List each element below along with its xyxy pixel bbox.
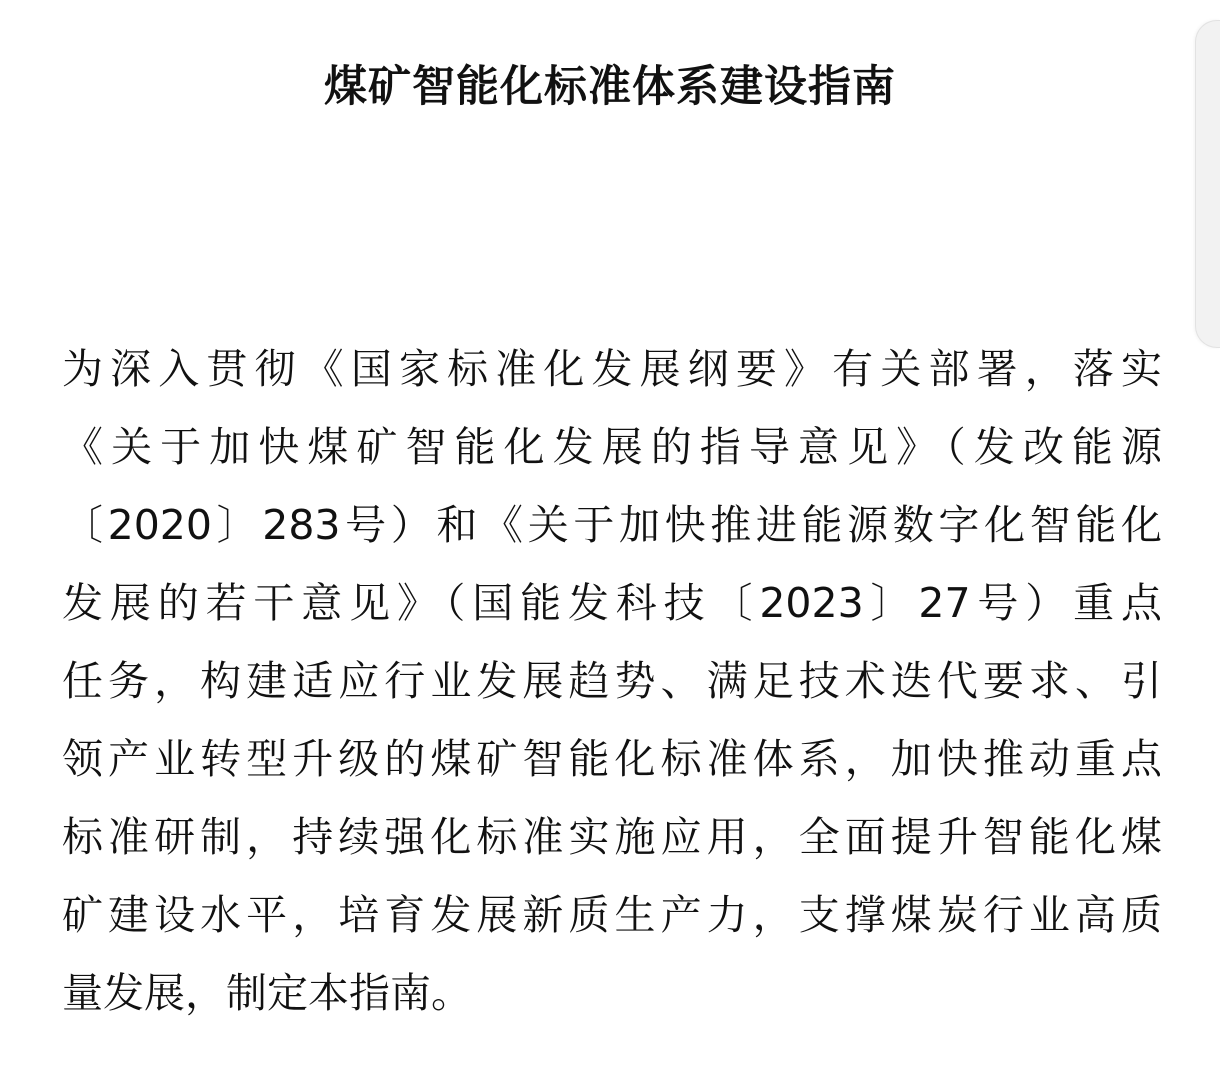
- paragraph-line: 为深入贯彻《国家标准化发展纲要》有关部署，落实: [62, 345, 1162, 393]
- document-title: 煤矿智能化标准体系建设指南: [324, 62, 896, 112]
- paragraph-line: 〔2020〕283号）和《关于加快推进能源数字化智能化: [62, 501, 1162, 549]
- paragraph-line: 任务，构建适应行业发展趋势、满足技术迭代要求、引: [62, 657, 1162, 705]
- paragraph-line: 标准研制，持续强化标准实施应用，全面提升智能化煤: [62, 813, 1162, 861]
- paragraph-line: 量发展，制定本指南。: [62, 969, 472, 1017]
- paragraph-line: 《关于加快煤矿智能化发展的指导意见》（发改能源: [62, 423, 1162, 471]
- paragraph-line: 发展的若干意见》（国能发科技〔2023〕27号）重点: [62, 579, 1162, 627]
- paragraph-line: 领产业转型升级的煤矿智能化标准体系，加快推动重点: [62, 735, 1162, 783]
- side-drawer-handle[interactable]: [1195, 20, 1220, 348]
- paragraph-line: 矿建设水平，培育发展新质生产力，支撑煤炭行业高质: [62, 891, 1162, 939]
- intro-paragraph: [62, 330, 1162, 1032]
